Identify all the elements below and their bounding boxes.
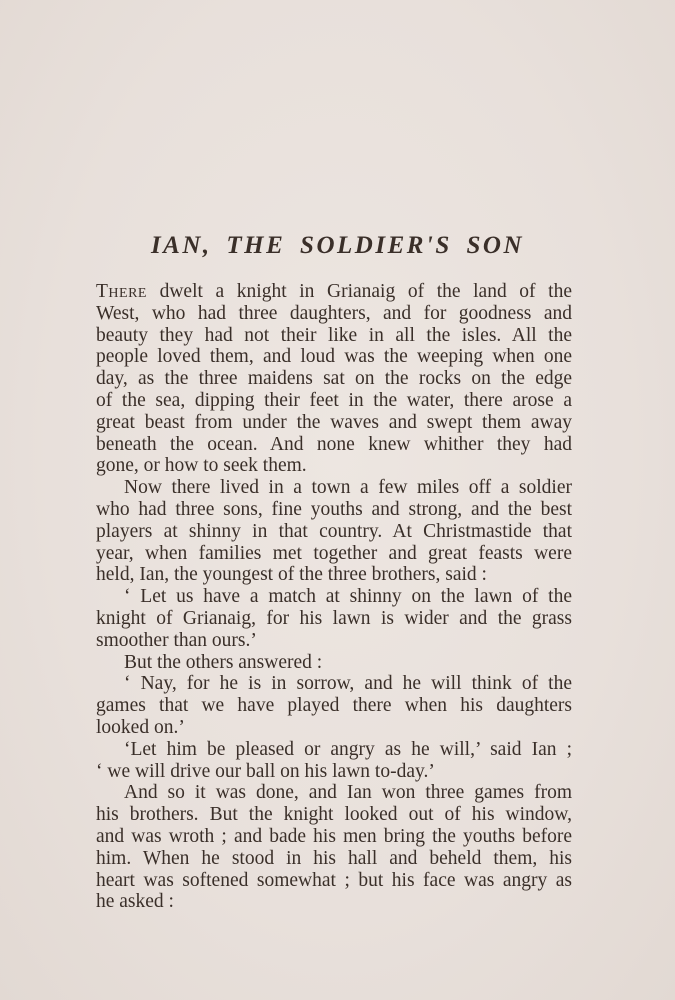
text-line: heart was softened somewhat ; but his face was angry as — [96, 869, 572, 891]
text-line: of the sea, dipping their feet in the water, there arose a — [96, 389, 572, 411]
text-line: And so it was done, and Ian won three games from — [124, 782, 572, 804]
text-line: West, who had three daughters, and for goodness and — [96, 302, 572, 324]
text-line: knight of Grianaig, for his lawn is wider and the grass — [96, 607, 572, 629]
text-line: great beast from under the waves and swept them away — [96, 411, 572, 433]
text-line: who had three sons, fine youths and strong, and the best — [96, 498, 572, 520]
text-line: ‘ we will drive our ball on his lawn to-day.’ — [96, 760, 435, 782]
text-line: year, when families met together and great feasts were — [96, 542, 572, 564]
text-line: his brothers. But the knight looked out of his window, — [96, 804, 572, 826]
text-line: beauty they had not their like in all the isles. All the — [96, 324, 572, 346]
chapter-title: IAN, THE SOLDIER'S SON — [150, 232, 525, 259]
text-line: ‘ Let us have a match at shinny on the lawn of the — [124, 586, 572, 608]
text-line: he asked : — [96, 891, 174, 913]
lead-word: There — [96, 281, 147, 302]
text-line: people loved them, and loud was the weeping when one — [96, 346, 572, 368]
text-line: games that we have played there when his daughters — [96, 695, 572, 717]
text-line: smoother than ours.’ — [96, 629, 257, 651]
text-line: held, Ian, the youngest of the three brothers, said : — [96, 564, 487, 586]
text-line: players at shinny in that country. At Christmastide that — [96, 520, 572, 542]
text-line: Now there lived in a town a few miles off a soldier — [124, 477, 572, 499]
text-line: ‘Let him be pleased or angry as he will,’ said Ian ; — [124, 738, 572, 760]
text-line: gone, or how to seek them. — [96, 455, 307, 477]
text-line: and was wroth ; and bade his men bring the youths before — [96, 825, 572, 847]
text-line: day, as the three maidens sat on the rocks on the edge — [96, 368, 572, 390]
text-line: him. When he stood in his hall and beheld them, his — [96, 847, 572, 869]
body-text — [96, 281, 572, 913]
text-line: beneath the ocean. And none knew whither they had — [96, 433, 572, 455]
text-line: There dwelt a knight in Grianaig of the land of the — [96, 281, 572, 302]
text-line: looked on.’ — [96, 716, 185, 738]
text-line: ‘ Nay, for he is in sorrow, and he will think of the — [124, 673, 572, 695]
text-line: But the others answered : — [124, 651, 323, 673]
